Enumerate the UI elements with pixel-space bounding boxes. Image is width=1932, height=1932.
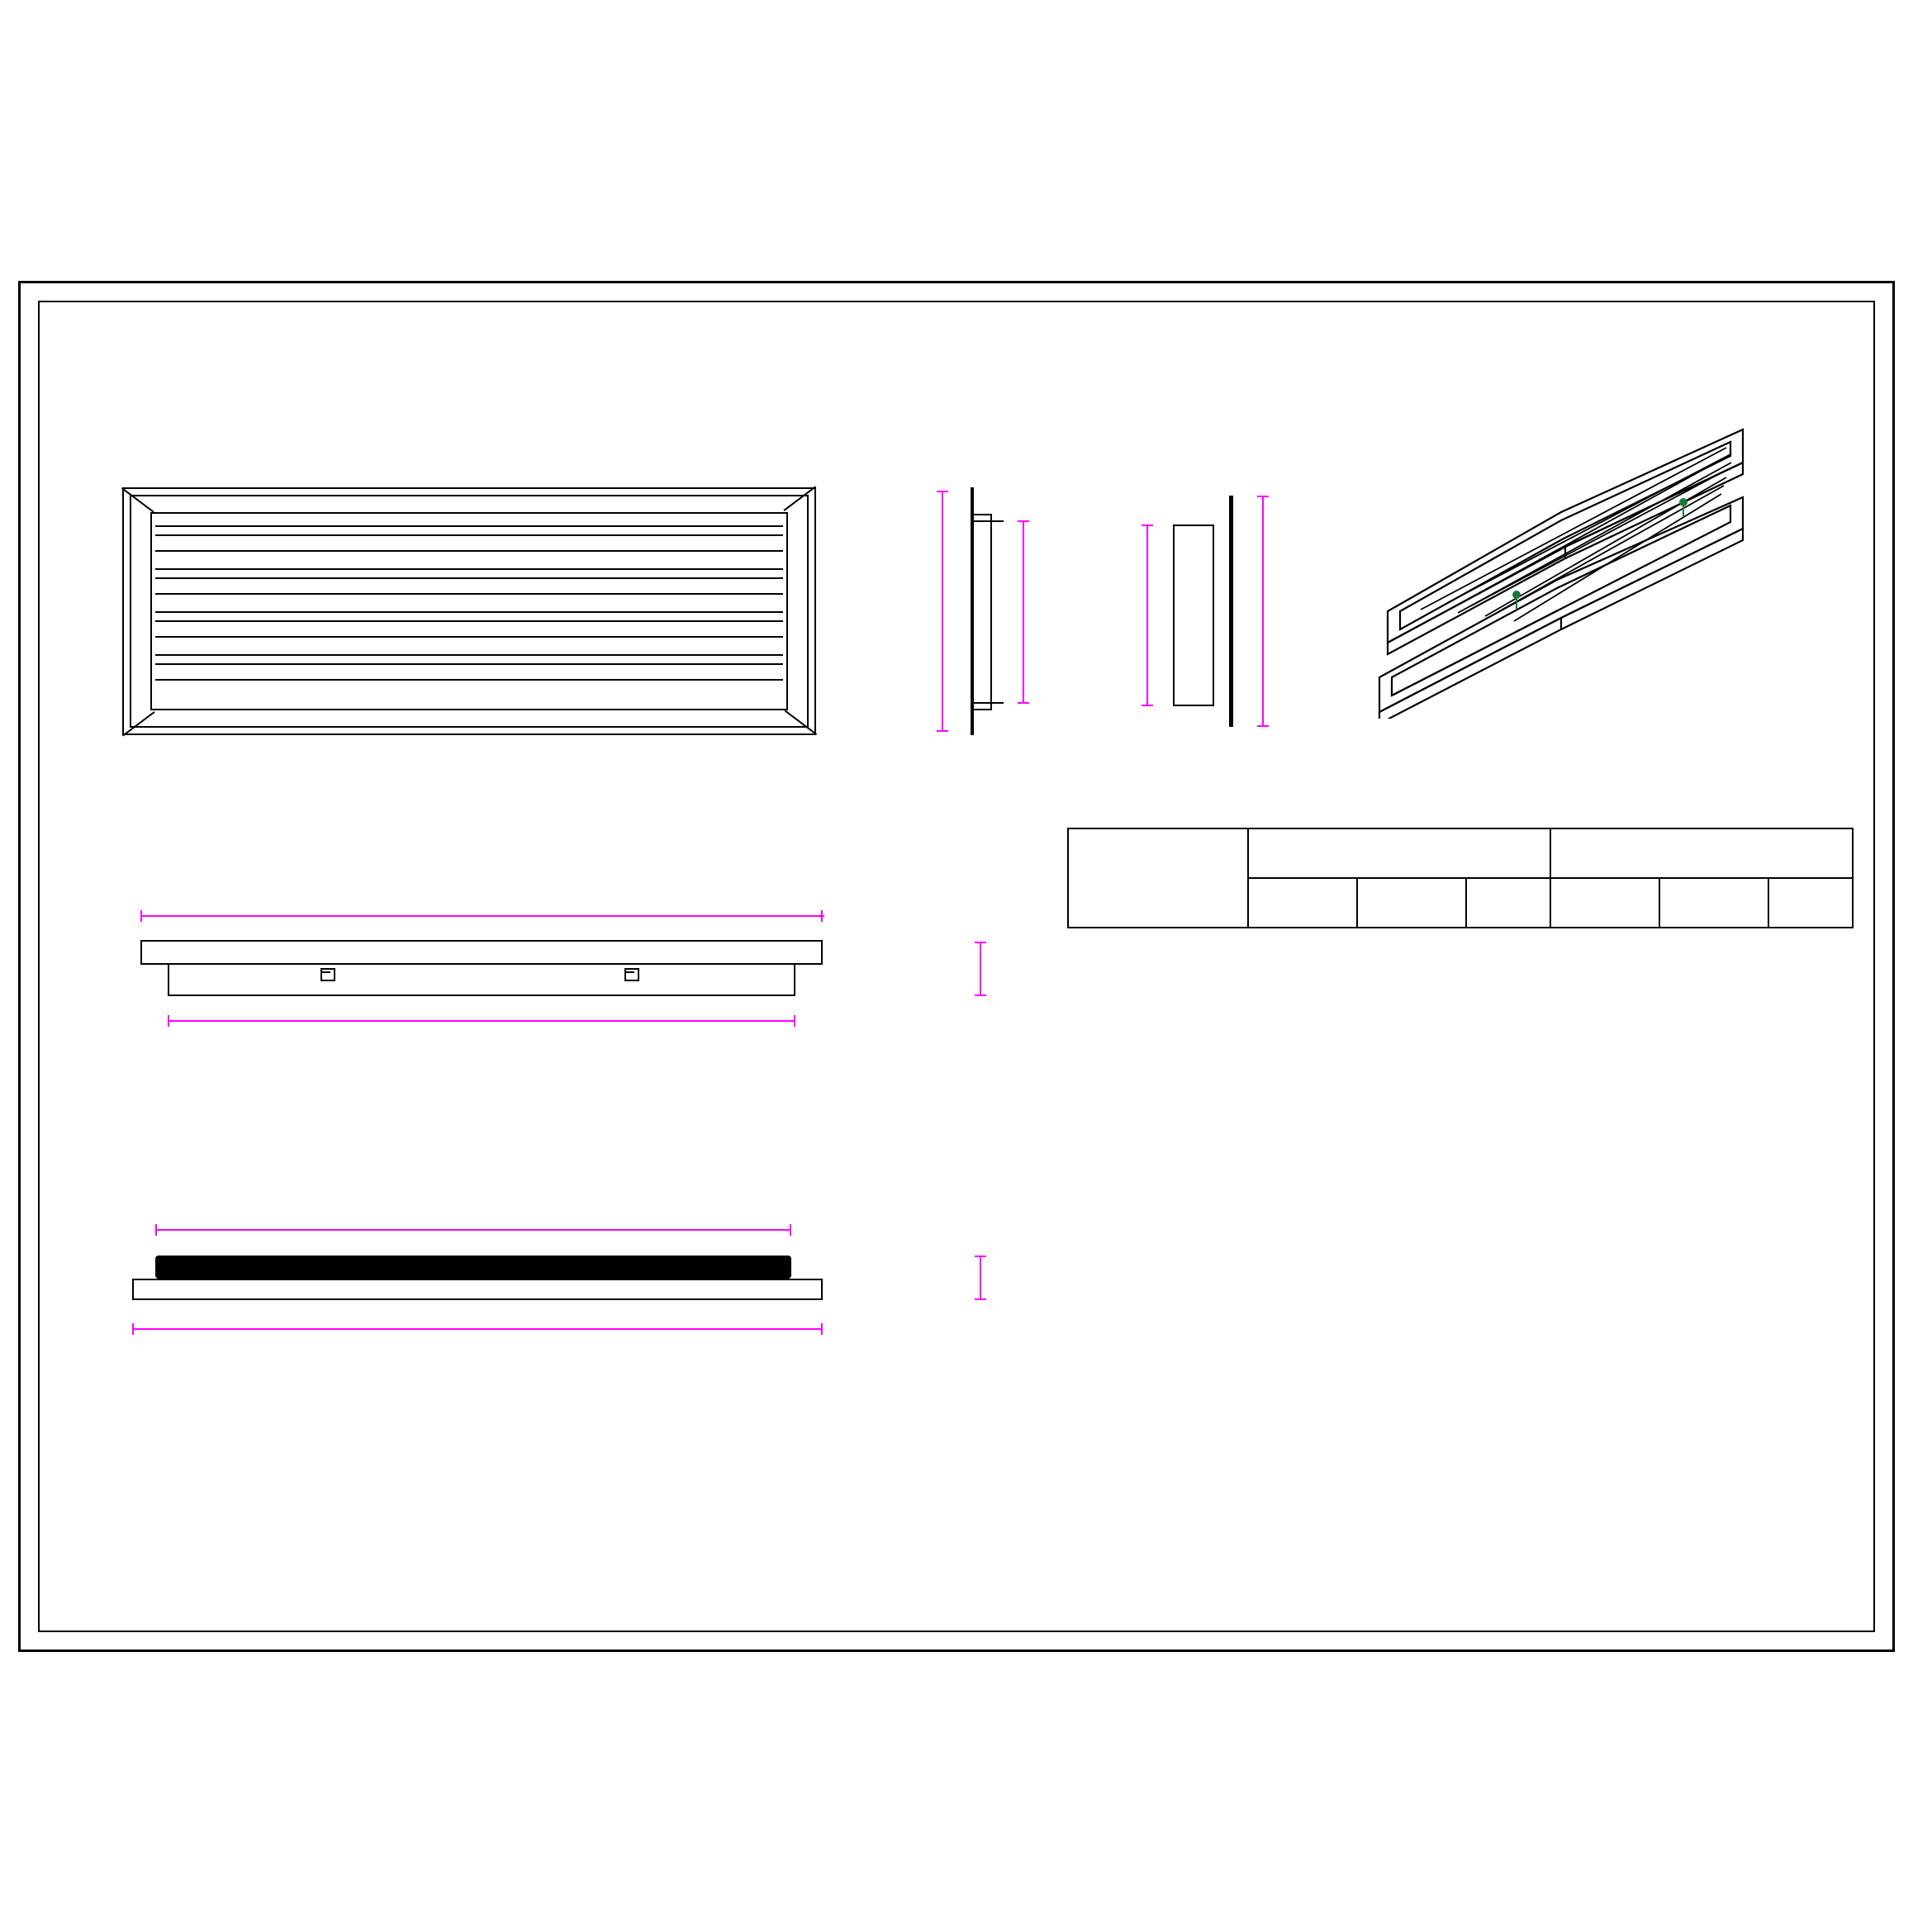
dimension-tick-a-bottom [1018,702,1029,704]
plan-right-edge [821,940,823,965]
plan-fitting-line [322,971,330,973]
table-header-group-row [1068,828,1853,878]
dimension-tick-c-top [1142,525,1153,526]
section-aa-tab [974,520,1004,522]
grille-blade [155,568,783,595]
dimension-tick-a-top [1018,520,1029,522]
bottom-plan-bottom-edge [132,1298,823,1300]
section-aa-face [971,487,974,735]
dimension-tick-b-right [821,910,823,922]
dimension-tick-h1-bottom [975,994,986,996]
header-code2 [1550,828,1853,878]
bottom-plan-view [122,1189,882,1355]
dimension-tick-c-right [790,1224,791,1236]
exploded-isometric-view [1355,405,1817,719]
specification-table [1067,828,1854,928]
plan-left-edge [140,940,142,965]
dimension-tick-d-bottom [1257,725,1269,727]
section-aa-flange [974,514,992,515]
bottom-plan-right [821,1279,823,1300]
dimension-line-a-plan [168,1020,795,1022]
dimension-line-b-plan [140,915,824,917]
subheader-bb [1357,878,1466,928]
dimension-line-b [942,491,943,732]
dimension-tick-c-left [155,1224,157,1236]
dimension-tick-d-right [821,1323,823,1335]
bottom-plan-flange [132,1279,823,1280]
table-head [1068,828,1853,928]
header-frame [1248,828,1550,878]
section-cc-plate [1229,496,1233,727]
dimension-tick-b-bottom [937,730,948,732]
dimension-tick-d-top [1257,496,1269,497]
plan-fitting [624,968,639,981]
dimension-tick-d-left [132,1323,134,1335]
section-cc-left-wall [1173,525,1175,706]
dimension-line-h2 [980,1256,981,1300]
dimension-line-d [1262,496,1264,727]
section-cc-top [1173,525,1214,526]
section-aa-flange [974,709,992,710]
subheader-aa [1248,878,1357,928]
plan-fitting-line [626,971,634,973]
grille-blade [155,525,783,552]
top-plan-view [122,876,882,1041]
dimension-line-c [1146,525,1148,706]
plan-body-right [794,963,795,996]
dimension-line-a [1023,520,1024,704]
subheader-h2 [1768,878,1853,928]
subheader-h1 [1466,878,1550,928]
plan-body-left [168,963,169,996]
bottom-plan-blade-band [155,1256,791,1279]
plan-bottom-edge [168,994,795,996]
grille-blade [155,654,783,681]
dimension-tick-c-bottom [1142,705,1153,706]
dimension-tick-h2-bottom [975,1298,986,1300]
dimension-line-h1 [980,942,981,996]
bottom-plan-left [132,1279,134,1300]
section-aa-tab [974,702,1004,704]
plan-top-edge [140,940,823,942]
section-aa-body [990,514,992,710]
section-cc-right-wall [1213,525,1214,706]
section-cc-view [1140,487,1346,735]
header-code [1068,828,1248,928]
dimension-tick-b-left [140,910,142,922]
dimension-tick-h2-top [975,1256,986,1257]
subheader-dd [1659,878,1768,928]
dimension-tick-a-left [168,1015,169,1027]
front-grille-view [122,487,816,735]
grille-blade [155,611,783,638]
section-cc-bottom [1173,705,1214,706]
dimension-tick-b-top [937,491,948,492]
subheader-cc [1550,878,1659,928]
dimension-line-c-plan [155,1229,791,1231]
plan-fitting [320,968,335,981]
dimension-line-d-plan [132,1328,823,1330]
plan-mid-edge [140,963,823,965]
section-aa-view [933,487,1140,735]
dimension-tick-h1-top [975,942,986,943]
dimension-tick-a-right [794,1015,795,1027]
